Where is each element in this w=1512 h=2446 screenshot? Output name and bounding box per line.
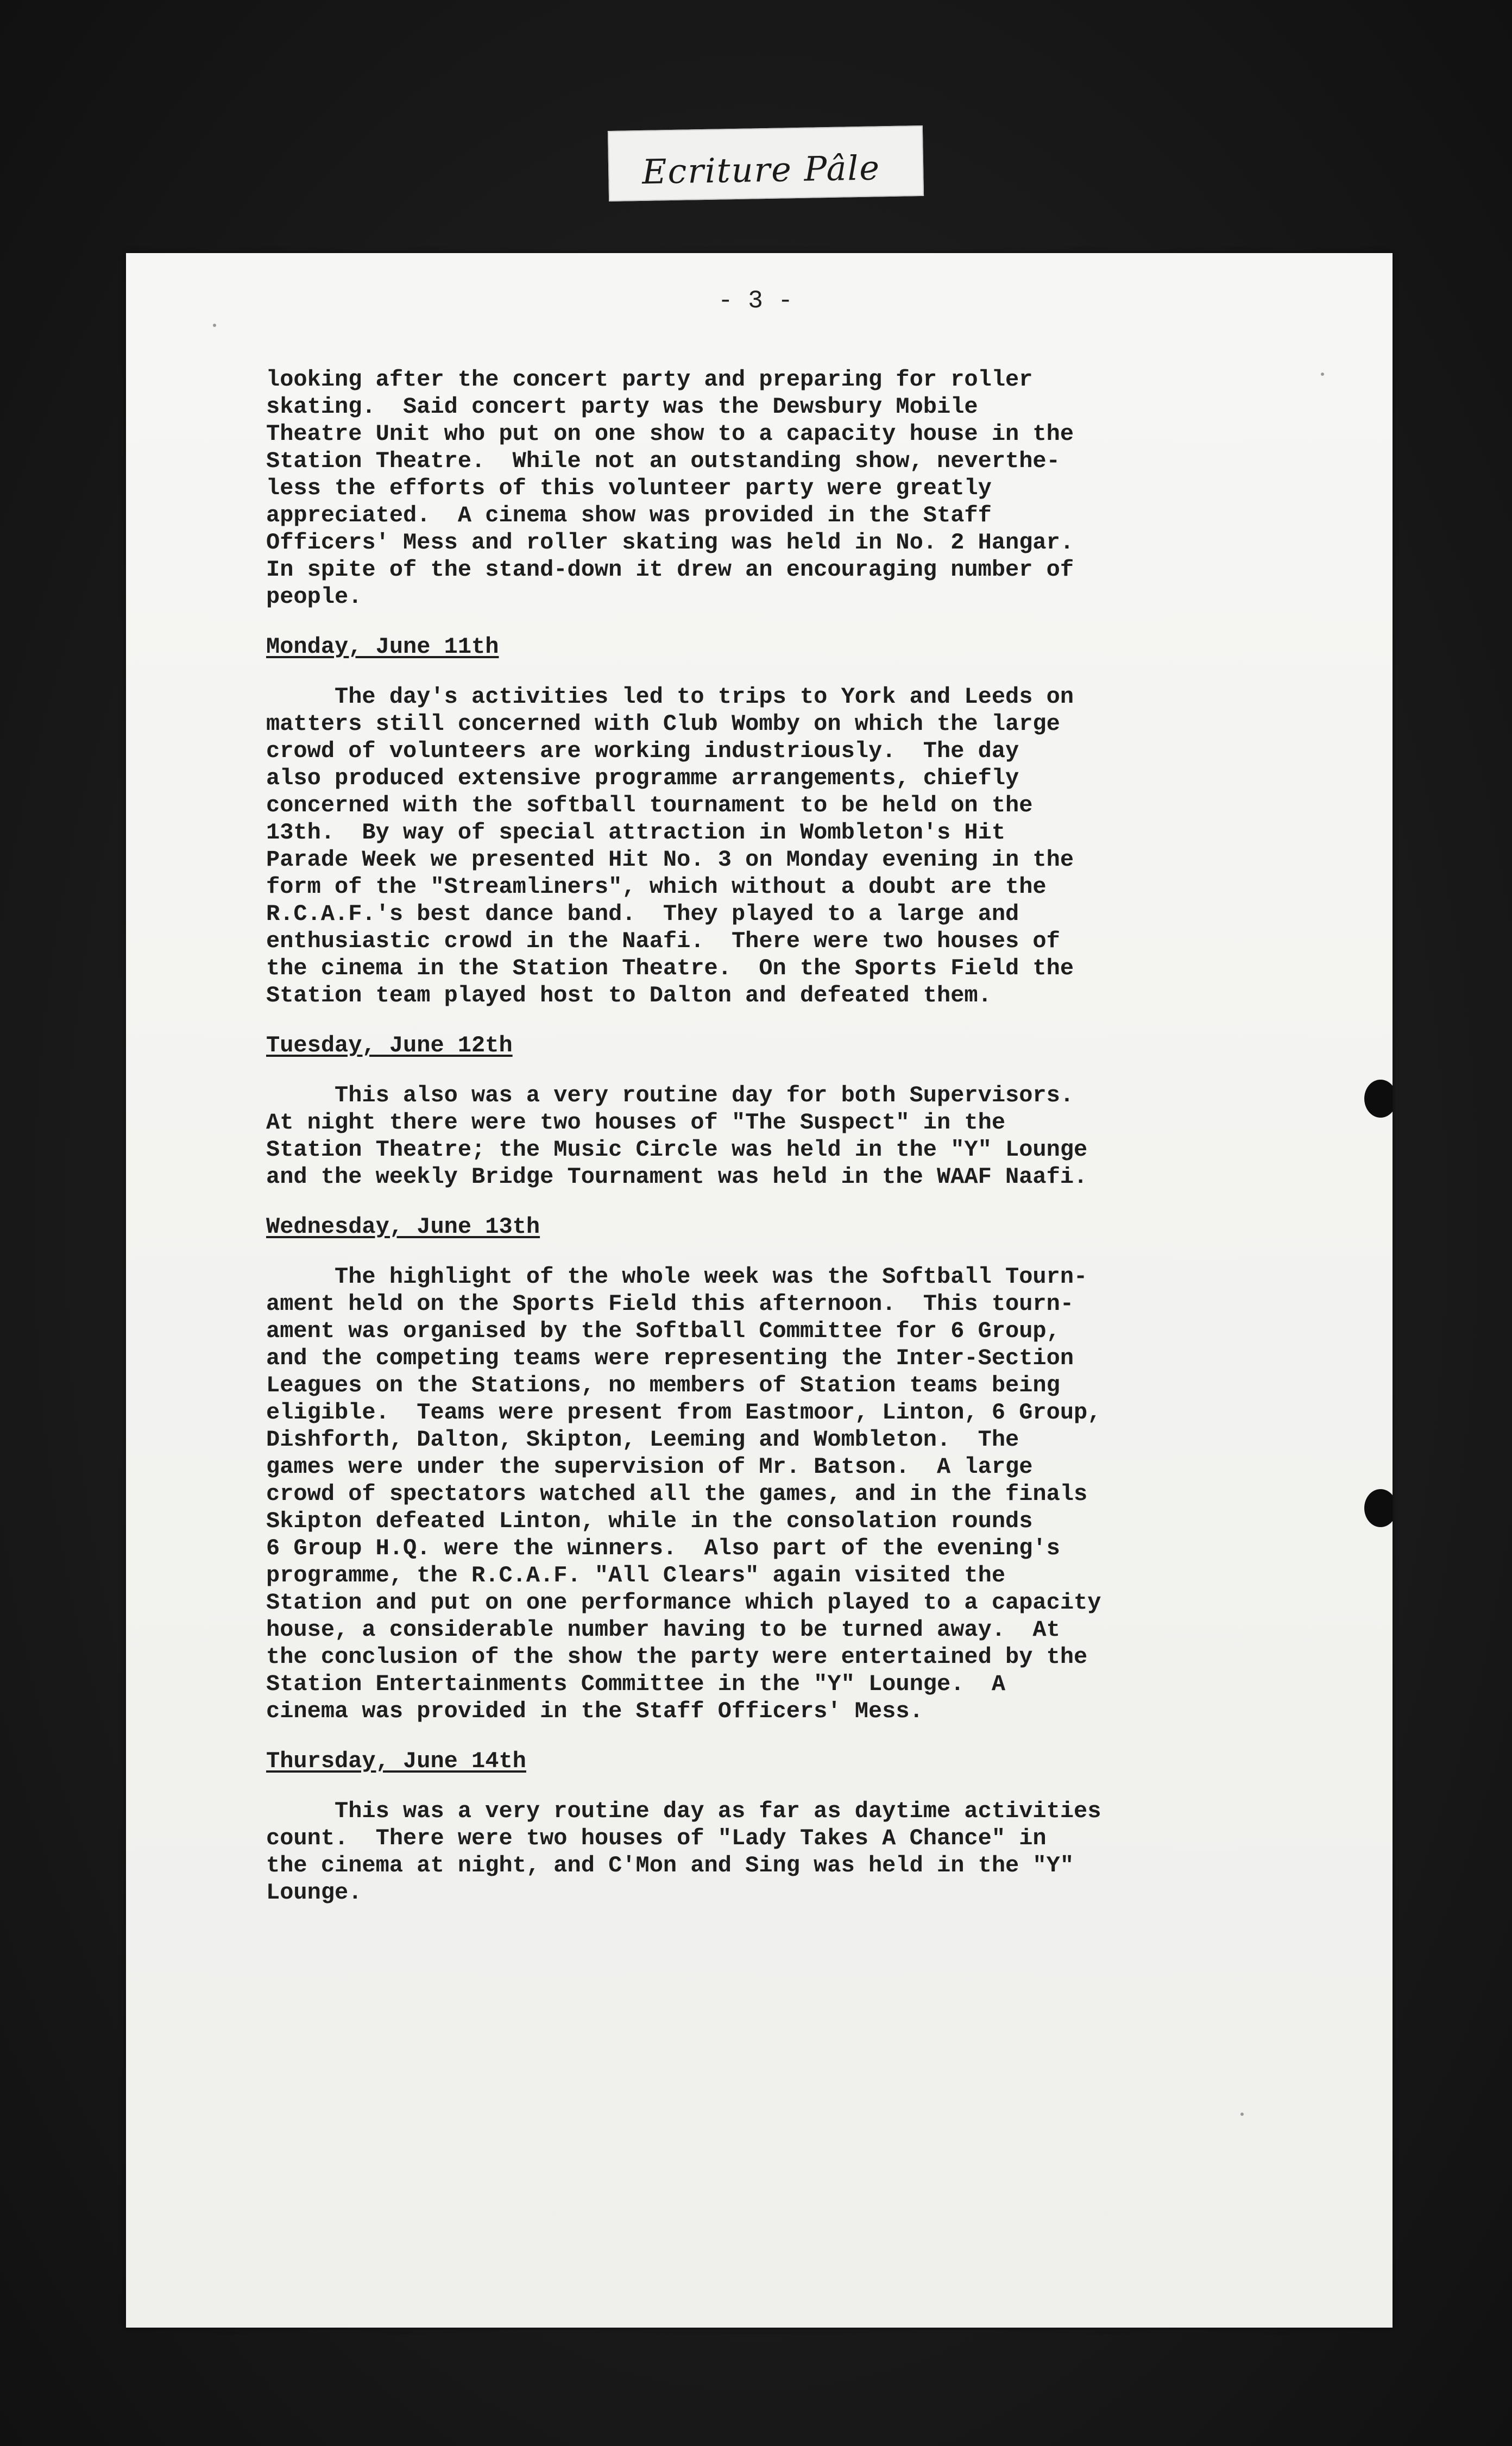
body-line: programme, the R.C.A.F. "All Clears" again visited the	[266, 1562, 1006, 1588]
body-line: form of the "Streamliners", which without a doubt are the	[266, 874, 1047, 900]
body-line: count. There were two houses of "Lady Takes A Chance" in	[266, 1825, 1047, 1851]
body-line: Officers' Mess and roller skating was held in No. 2 Hangar.	[266, 529, 1074, 556]
body-line: less the efforts of this volunteer party were greatly	[266, 475, 992, 501]
body-line: crowd of spectators watched all the games, and in the finals	[266, 1481, 1088, 1507]
body-line: Lounge.	[266, 1880, 362, 1906]
section-heading: Wednesday, June 13th	[266, 1214, 540, 1240]
body-line: also produced extensive programme arrangements, chiefly	[266, 765, 1019, 791]
archive-label-tag	[608, 125, 924, 201]
punch-hole-upper	[1364, 1080, 1393, 1118]
body-line: Station Theatre. While not an outstanding show, neverthe-	[266, 448, 1060, 474]
body-line: 13th. By way of special attraction in Wombleton's Hit	[266, 819, 1006, 846]
body-line: Station Entertainments Committee in the "Y" Lounge. A	[266, 1671, 1006, 1697]
film-speck	[1240, 2113, 1244, 2116]
body-line: looking after the concert party and preparing for roller	[266, 367, 1033, 393]
archive-label-text: Ecriture Pâle	[641, 148, 881, 192]
diary-section	[266, 1213, 1385, 1725]
opening-paragraph	[266, 366, 1385, 610]
body-line: Leagues on the Stations, no members of Station teams being	[266, 1372, 1060, 1398]
body-line: cinema was provided in the Staff Officers' Mess.	[266, 1698, 923, 1724]
diary-sections	[266, 633, 1385, 1906]
body-line: ament held on the Sports Field this afternoon. This tourn-	[266, 1291, 1074, 1317]
body-line: The highlight of the whole week was the Softball Tourn-	[266, 1264, 1088, 1290]
body-line: eligible. Teams were present from Eastmoor, Linton, 6 Group,	[266, 1399, 1101, 1426]
document-page	[126, 253, 1393, 2328]
body-line: This was a very routine day as far as daytime activities	[266, 1798, 1101, 1824]
body-line: matters still concerned with Club Womby on which the large	[266, 711, 1060, 737]
page-number: - 3 -	[718, 287, 793, 315]
body-line: Parade Week we presented Hit No. 3 on Monday evening in the	[266, 847, 1074, 873]
body-line: Station and put on one performance which played to a capacity	[266, 1590, 1101, 1616]
body-line: Theatre Unit who put on one show to a capacity house in the	[266, 421, 1074, 447]
body-line: the conclusion of the show the party were entertained by the	[266, 1644, 1088, 1670]
film-speck	[1321, 373, 1324, 376]
section-heading-row	[266, 1748, 1385, 1775]
body-line: skating. Said concert party was the Dewsbury Mobile	[266, 394, 978, 420]
section-heading: Tuesday, June 12th	[266, 1032, 513, 1058]
body-line: the cinema in the Station Theatre. On the Sports Field the	[266, 955, 1074, 981]
diary-section	[266, 1748, 1385, 1906]
diary-section	[266, 1032, 1385, 1190]
body-line: appreciated. A cinema show was provided in the Staff	[266, 502, 992, 528]
body-line: and the weekly Bridge Tournament was held in the WAAF Naafi.	[266, 1164, 1088, 1190]
body-line: Station Theatre; the Music Circle was held in the "Y" Lounge	[266, 1137, 1088, 1163]
section-heading-row	[266, 1213, 1385, 1240]
body-line: The day's activities led to trips to York and Leeds on	[266, 684, 1074, 710]
punch-hole-lower	[1364, 1489, 1393, 1527]
body-line: This also was a very routine day for both Supervisors.	[266, 1082, 1074, 1108]
body-line: 6 Group H.Q. were the winners. Also part of the evening's	[266, 1535, 1060, 1561]
body-line: Dishforth, Dalton, Skipton, Leeming and Wombleton. The	[266, 1427, 1019, 1453]
body-line: concerned with the softball tournament to be held on the	[266, 792, 1033, 818]
body-line: games were under the supervision of Mr. Batson. A large	[266, 1454, 1033, 1480]
body-line: In spite of the stand-down it drew an encouraging number of	[266, 557, 1074, 583]
diary-section	[266, 633, 1385, 1009]
body-line: enthusiastic crowd in the Naafi. There were two houses of	[266, 928, 1060, 954]
section-heading: Thursday, June 14th	[266, 1748, 526, 1774]
body-line: the cinema at night, and C'Mon and Sing was held in the "Y"	[266, 1852, 1074, 1878]
body-line: ament was organised by the Softball Committee for 6 Group,	[266, 1318, 1060, 1344]
section-heading-row	[266, 1032, 1385, 1059]
body-line: Skipton defeated Linton, while in the consolation rounds	[266, 1508, 1033, 1534]
body-line: R.C.A.F.'s best dance band. They played to a large and	[266, 901, 1019, 927]
body-line: crowd of volunteers are working industriously. The day	[266, 738, 1019, 764]
body-line: people.	[266, 584, 362, 610]
body-line: house, a considerable number having to be turned away. At	[266, 1617, 1060, 1643]
section-heading: Monday, June 11th	[266, 634, 499, 660]
section-heading-row	[266, 633, 1385, 660]
document-body	[266, 366, 1385, 1906]
film-speck	[213, 324, 216, 327]
body-line: Station team played host to Dalton and defeated them.	[266, 982, 992, 1008]
body-line: and the competing teams were representing the Inter-Section	[266, 1345, 1074, 1371]
body-line: At night there were two houses of "The Suspect" in the	[266, 1109, 1006, 1136]
